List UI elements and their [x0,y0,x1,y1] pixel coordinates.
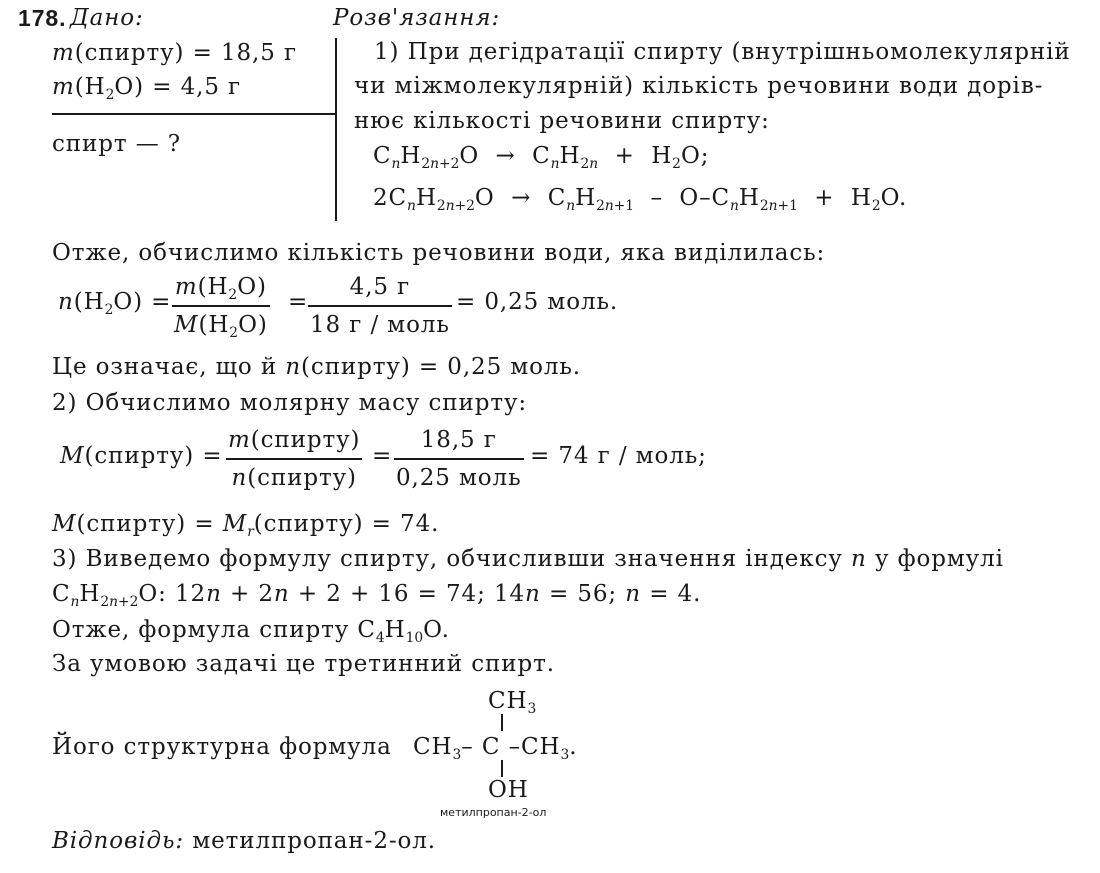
step1-line2: чи міжмолекулярній) кількість речовини води дорів- [354,73,1044,99]
structural-label: Його структурна формула [52,734,392,760]
relative-mass-line: M(спирту) = $M_r(спирту) = 74$. [52,511,440,540]
solution-label: Розв'язання: [333,5,501,31]
fraction-denominator: $M(H_2O)$ [174,311,268,341]
answer-line [52,830,436,853]
mass-symbol: m [52,74,75,100]
step1-line3: нює кількості речовини спирту: [354,108,770,134]
given-mass-water-value: = 4,5 г [152,74,242,100]
water-amount-result: = 0,25 моль. [456,289,619,315]
fraction-denominator: 0,25 моль [396,464,522,491]
molar-mass-lhs-text: (спирту) = [84,443,223,469]
given-mass-water: $m(H_2O) = 4,5$ г [52,74,242,103]
molar-mass-result: = 74 г / моль; [530,443,707,469]
given-divider [52,113,336,115]
fraction-bar [172,305,270,307]
fraction-bar [308,305,452,307]
means-pre: Це означає, що й [52,354,278,380]
compound-caption: метилпропан-2-ол [440,806,547,819]
top-methyl-group: $CH_3$ [488,688,537,717]
hydroxyl-group: OH [488,777,529,803]
water-amount-fraction-numeric [308,276,452,337]
means-line: Це означає, що й n(спирту) = 0,25 моль. [52,354,582,380]
step1-line1: 1) При дегідратації спирту (внутрішньомолекулярній [374,39,1071,65]
fraction-numerator: $m(H_2O)$ [174,274,267,303]
step3-equation: $C_nH_{2n+2}O$: 12n + 2n + 2 + 16 = 74; 14n = 56; n = 4. [52,581,702,610]
top-bond [501,714,503,731]
mass-symbol: m [52,40,75,66]
water-amount-fraction-symbolic [172,274,270,341]
answer-label: Відповідь: [52,828,185,854]
equation-intramolecular: $C_nH_{2n+2}O \to C_nH_{2n} + H_2O$; [373,143,710,172]
fraction-numerator: m(спирту) [228,427,361,453]
fraction-bar [394,458,524,460]
equation-intermolecular: $2C_nH_{2n+2}O \to C_nH_{2n+1} - O-C_nH_{2n+1} + H_2O$. [373,185,908,214]
fraction-bar [226,458,362,460]
fraction-numerator: 18,5 г [420,427,497,453]
find-unknown: спирт — ? [52,131,182,157]
fraction-denominator: n(спирту) [231,464,357,491]
step2-line: 2) Обчислимо молярну масу спирту: [52,390,528,416]
given-mass-spirit-value: (спирту) = 18,5 г [74,40,297,66]
molar-mass-lhs: M(спирту) = [60,443,223,469]
water-amount-lhs: $n(H_2O)$ = [58,289,172,318]
fraction-denominator: 18 г / моль [310,311,450,338]
molar-mass-fraction-numeric [394,429,524,490]
given-vertical-divider [335,38,337,221]
structural-main-chain: $CH_3-$ C $-CH_3$. [413,734,578,763]
equals-sign: = [372,443,393,469]
answer-value: метилпропан-2-ол. [192,828,436,854]
step3-line1: 3) Виведемо формулу спирту, обчисливши значення індексу n у формулі [52,546,1004,572]
means-post: (спирту) = 0,25 моль. [301,354,582,380]
molar-mass-fraction-symbolic [226,429,362,490]
bottom-bond [501,760,503,777]
formula-line: Отже, формула спирту $C_4H_{10}O$. [52,617,450,646]
given-label: Дано: [70,5,144,31]
fraction-numerator: 4,5 г [349,274,411,300]
thus-count-line: Отже, обчислимо кількість речовини води, яка виділилась: [52,240,826,266]
equals-sign: = [288,289,309,315]
problem-number: 178. [18,5,67,31]
tertiary-line: За умовою задачі це третинний спирт. [52,651,555,677]
given-mass-spirit [52,42,297,65]
